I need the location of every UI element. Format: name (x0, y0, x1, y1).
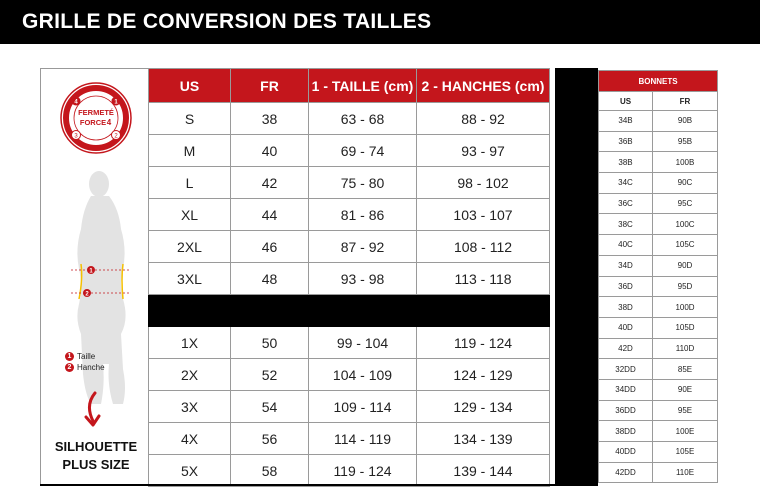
table-cell: 119 - 124 (417, 327, 550, 359)
marker-1: 1 (89, 268, 93, 275)
table-cell: 63 - 68 (309, 103, 417, 135)
table-cell: 42 (231, 167, 309, 199)
cup-table-cell: 95D (653, 276, 718, 297)
table-cell: 103 - 107 (417, 199, 550, 231)
legend-label: Hanche (77, 363, 105, 372)
cup-table-cell: 34C (599, 173, 653, 194)
table-row (149, 167, 550, 199)
plus-size-label-line1: SILHOUETTE (54, 439, 138, 454)
cup-table-row (599, 317, 718, 338)
cup-table-cell: 34D (599, 255, 653, 276)
table-cell: 124 - 129 (417, 359, 550, 391)
legend-label: Taille (77, 352, 96, 361)
table-cell: 87 - 92 (309, 231, 417, 263)
cup-table-cell: 40D (599, 317, 653, 338)
cup-table-cell: 85E (653, 359, 718, 380)
seal-level-4: 4 (74, 99, 78, 106)
table-cell: S (149, 103, 231, 135)
table-row (149, 359, 550, 391)
cup-table-cell: 42D (599, 338, 653, 359)
cup-table-cell: 95E (653, 400, 718, 421)
cup-table-row (599, 276, 718, 297)
firmness-seal-icon (59, 81, 133, 155)
seal-line2: FORCE (79, 118, 107, 127)
seal-level-2: 2 (114, 133, 118, 140)
table-cell: 113 - 118 (417, 263, 550, 295)
table-cell: M (149, 135, 231, 167)
header-us: US (149, 69, 231, 103)
cup-table-cell: 40DD (599, 442, 653, 463)
cup-table-cell: 36C (599, 193, 653, 214)
table-cell: 139 - 144 (417, 455, 550, 487)
table-cell: 129 - 134 (417, 391, 550, 423)
table-cell: 50 (231, 327, 309, 359)
cup-table-cell: 100D (653, 297, 718, 318)
cup-table-row (599, 379, 718, 400)
cup-table-cell: 105D (653, 317, 718, 338)
cup-table-row (599, 193, 718, 214)
table-cell: 114 - 119 (309, 423, 417, 455)
table-cell: 5X (149, 455, 231, 487)
table-row (149, 135, 550, 167)
table-cell: 48 (231, 263, 309, 295)
bottom-border (40, 484, 556, 486)
table-row (149, 263, 550, 295)
divider-strip (555, 68, 598, 486)
cup-table-row (599, 173, 718, 194)
cup-table-cell: 36D (599, 276, 653, 297)
cup-table-row (599, 359, 718, 380)
table-cell: 3X (149, 391, 231, 423)
cup-table-cell: 100E (653, 421, 718, 442)
table-cell: 2XL (149, 231, 231, 263)
cup-table-row (599, 214, 718, 235)
cup-table-cell: 34B (599, 111, 653, 132)
table-cell: 93 - 98 (309, 263, 417, 295)
cup-table-row (599, 462, 718, 483)
table-cell: 98 - 102 (417, 167, 550, 199)
table-cell: 1X (149, 327, 231, 359)
cup-table-row (599, 235, 718, 256)
size-conversion-table (148, 68, 550, 487)
cup-table-row (599, 442, 718, 463)
measurement-legend (65, 352, 105, 374)
seal-level-3: 3 (74, 133, 78, 140)
table-cell: 2X (149, 359, 231, 391)
cup-table-caption: BONNETS (599, 71, 718, 92)
marker-2: 2 (85, 291, 89, 298)
cup-table-cell: 105E (653, 442, 718, 463)
cup-table-cell: 90B (653, 111, 718, 132)
table-cell: 134 - 139 (417, 423, 550, 455)
legend-item (65, 363, 105, 372)
table-cell: 4X (149, 423, 231, 455)
table-cell: 75 - 80 (309, 167, 417, 199)
table-cell: 104 - 109 (309, 359, 417, 391)
table-cell: L (149, 167, 231, 199)
cup-table-cell: 90E (653, 379, 718, 400)
cup-header-us: US (599, 92, 653, 111)
cup-table-cell: 34DD (599, 379, 653, 400)
plus-size-label (41, 438, 151, 474)
cup-table-cell: 100C (653, 214, 718, 235)
legend-number: 2 (65, 363, 74, 372)
table-cell: 58 (231, 455, 309, 487)
cup-table-row (599, 421, 718, 442)
cup-table-row (599, 338, 718, 359)
table-row (149, 327, 550, 359)
cup-table-cell: 100B (653, 152, 718, 173)
cup-table-row (599, 131, 718, 152)
cup-table-row (599, 255, 718, 276)
header-hips: 2 - HANCHES (cm) (417, 69, 550, 103)
cup-table-cell: 38D (599, 297, 653, 318)
legend-item (65, 352, 105, 361)
table-cell: 88 - 92 (417, 103, 550, 135)
header-fr: FR (231, 69, 309, 103)
cup-table-cell: 38B (599, 152, 653, 173)
cup-table-cell: 90C (653, 173, 718, 194)
table-row (149, 423, 550, 455)
header-waist: 1 - TAILLE (cm) (309, 69, 417, 103)
seal-line1: FERMETÉ (78, 108, 114, 117)
curved-arrow-icon (81, 391, 111, 431)
seal-number: 4 (106, 118, 112, 127)
table-cell: 108 - 112 (417, 231, 550, 263)
table-cell: 56 (231, 423, 309, 455)
table-row (149, 231, 550, 263)
table-cell: 93 - 97 (417, 135, 550, 167)
cup-table-cell: 95C (653, 193, 718, 214)
cup-table-row (599, 400, 718, 421)
cup-table-cell: 32DD (599, 359, 653, 380)
cup-table-cell: 38DD (599, 421, 653, 442)
section-divider-row (149, 295, 550, 327)
cup-table-body (599, 111, 718, 483)
cup-table-cell: 38C (599, 214, 653, 235)
table-cell: 44 (231, 199, 309, 231)
table-header-row (149, 69, 550, 103)
section-divider (149, 295, 550, 327)
table-row (149, 103, 550, 135)
cup-table-cell: 90D (653, 255, 718, 276)
table-row (149, 455, 550, 487)
table-cell: 40 (231, 135, 309, 167)
cup-size-table (598, 70, 718, 483)
cup-table-row (599, 152, 718, 173)
cup-table-cell: 110E (653, 462, 718, 483)
plus-size-label-line2: PLUS SIZE (62, 457, 130, 472)
cup-table-cell: 110D (653, 338, 718, 359)
cup-table-cell: 42DD (599, 462, 653, 483)
table-cell: XL (149, 199, 231, 231)
page-title: GRILLE DE CONVERSION DES TAILLES (0, 0, 760, 44)
cup-table-cell: 95B (653, 131, 718, 152)
table-row (149, 199, 550, 231)
size-table-body (149, 103, 550, 487)
cup-table-cell: 36DD (599, 400, 653, 421)
table-cell: 3XL (149, 263, 231, 295)
table-cell: 119 - 124 (309, 455, 417, 487)
cup-table-cell: 40C (599, 235, 653, 256)
cup-table-cell: 36B (599, 131, 653, 152)
table-cell: 109 - 114 (309, 391, 417, 423)
table-cell: 54 (231, 391, 309, 423)
cup-header-fr: FR (653, 92, 718, 111)
legend-number: 1 (65, 352, 74, 361)
table-cell: 99 - 104 (309, 327, 417, 359)
seal-level-1: 1 (114, 99, 118, 106)
cup-table-row (599, 111, 718, 132)
table-cell: 81 - 86 (309, 199, 417, 231)
cup-table-row (599, 297, 718, 318)
table-row (149, 391, 550, 423)
table-cell: 46 (231, 231, 309, 263)
table-cell: 52 (231, 359, 309, 391)
silhouette-panel (40, 68, 150, 486)
table-cell: 69 - 74 (309, 135, 417, 167)
table-cell: 38 (231, 103, 309, 135)
cup-table-cell: 105C (653, 235, 718, 256)
